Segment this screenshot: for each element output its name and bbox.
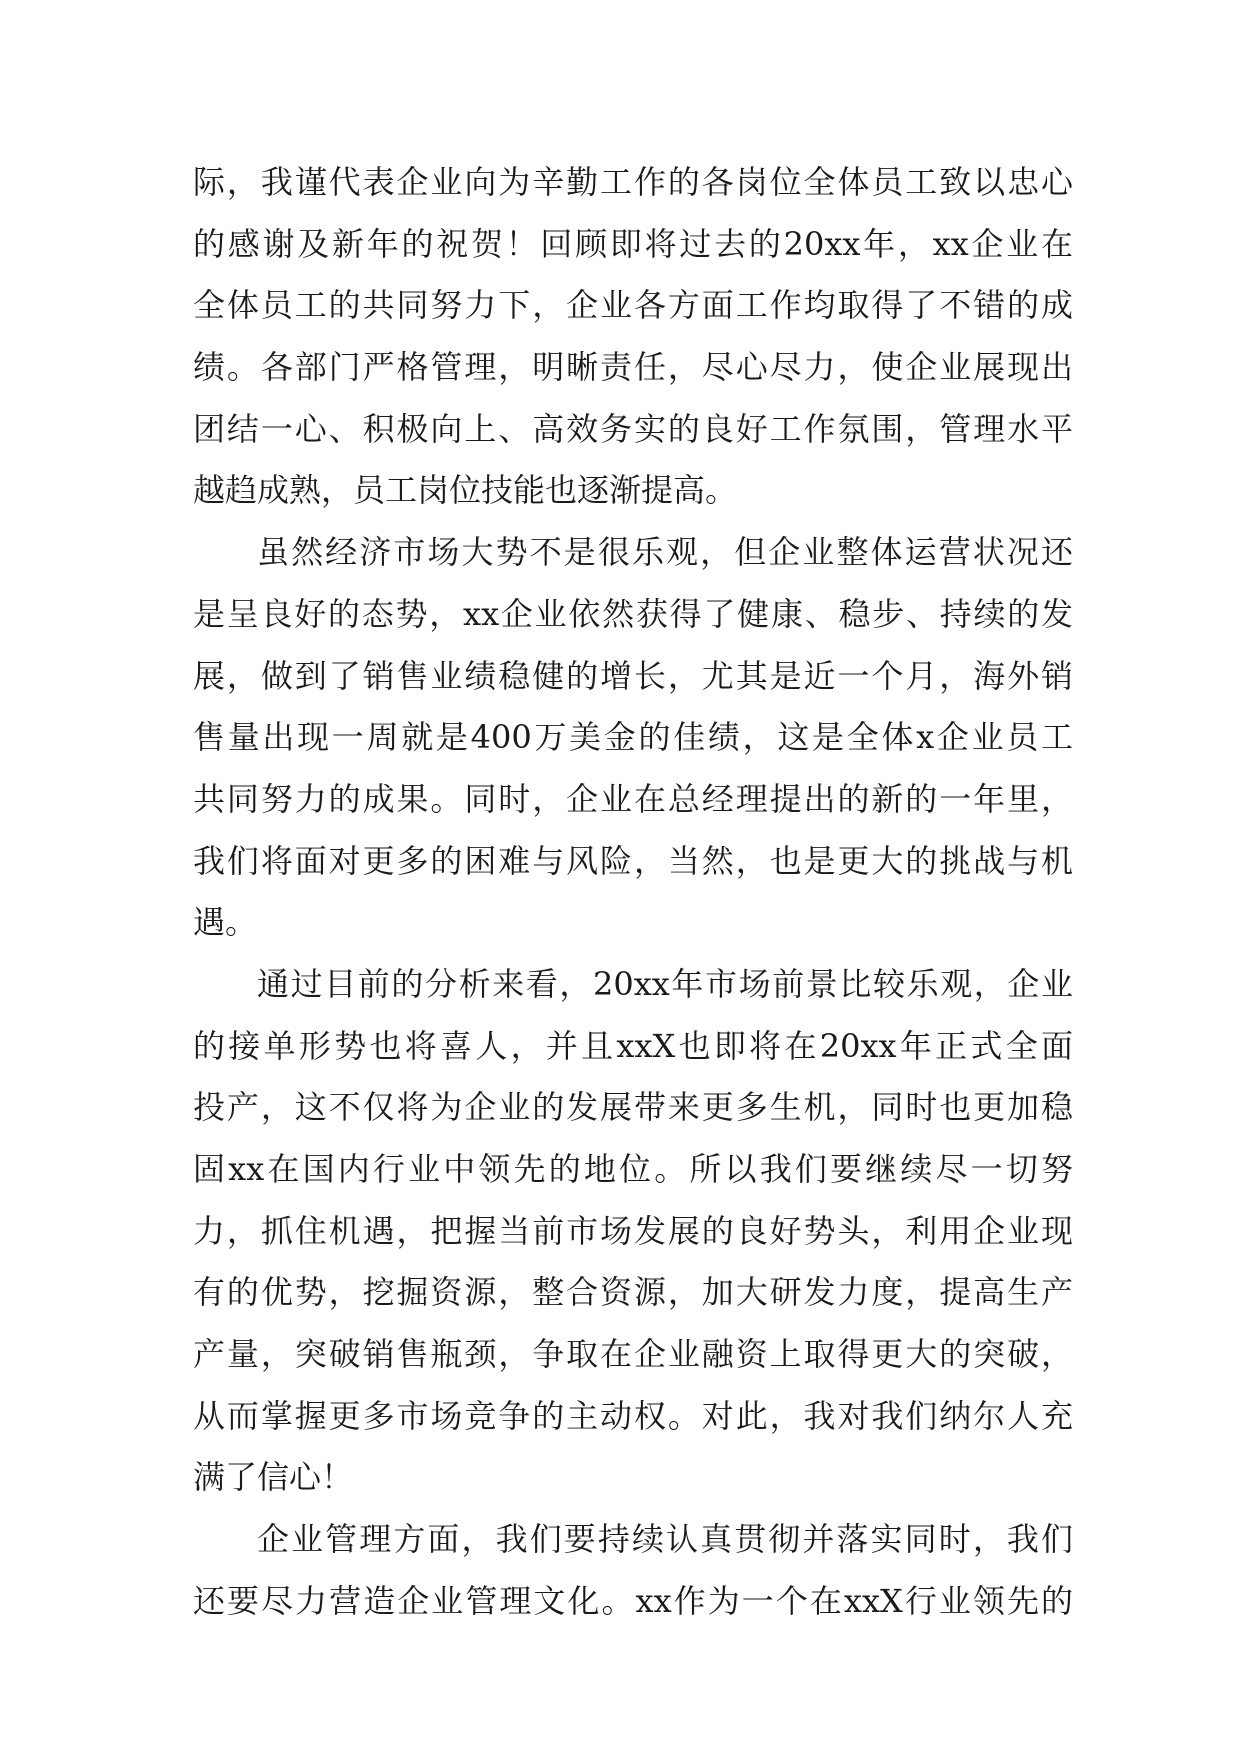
paragraph-3-line: 固xx在国内行业中领先的地位。所以我们要继续尽一切努: [193, 1150, 1073, 1188]
paragraph-3-line: 产量，突破销售瓶颈，争取在企业融资上取得更大的突破，: [193, 1335, 1073, 1374]
paragraph-2-line: 虽然经济市场大势不是很乐观，但企业整体运营状况还: [257, 533, 1073, 572]
paragraph-4-line: 企业管理方面，我们要持续认真贯彻并落实同时，我们: [257, 1520, 1073, 1559]
paragraph-2-line: 遇。: [193, 903, 258, 942]
paragraph-1-line: 全体员工的共同努力下，企业各方面工作均取得了不错的成: [193, 286, 1073, 325]
paragraph-1-line: 绩。各部门严格管理，明晰责任，尽心尽力，使企业展现出: [193, 348, 1073, 387]
paragraph-1-line: 越趋成熟，员工岗位技能也逐渐提高。: [193, 471, 738, 510]
paragraph-3-line: 从而掌握更多市场竞争的主动权。对此，我对我们纳尔人充: [193, 1396, 1073, 1435]
paragraph-3-line: 满了信心！: [193, 1458, 354, 1497]
paragraph-3-line: 投产，这不仅将为企业的发展带来更多生机，同时也更加稳: [193, 1088, 1073, 1127]
paragraph-2-line: 是呈良好的态势，xx企业依然获得了健康、稳步、持续的发: [193, 594, 1073, 633]
paragraph-1-line: 的感谢及新年的祝贺！回顾即将过去的20xx年，xx企业在: [193, 224, 1073, 263]
paragraph-1-line: 团结一心、积极向上、高效务实的良好工作氛围，管理水平: [193, 409, 1073, 448]
paragraph-3-line: 力，抓住机遇，把握当前市场发展的良好势头，利用企业现: [193, 1211, 1073, 1250]
body-text: [193, 152, 1073, 1633]
paragraph-2-line: 售量出现一周就是400万美金的佳绩，这是全体x企业员工: [193, 718, 1073, 757]
paragraph-4-line: 还要尽力营造企业管理文化。xx作为一个在xxX行业领先的: [193, 1581, 1073, 1620]
paragraph-3-line: 的接单形势也将喜人，并且xxX也即将在20xx年正式全面: [193, 1026, 1073, 1065]
paragraph-2-line: 展，做到了销售业绩稳健的增长，尤其是近一个月，海外销: [193, 656, 1073, 695]
paragraph-2-line: 共同努力的成果。同时，企业在总经理提出的新的一年里，: [193, 779, 1073, 818]
paragraph-1-line: 际，我谨代表企业向为辛勤工作的各岗位全体员工致以忠心: [193, 163, 1073, 201]
paragraph-3-line: 通过目前的分析来看，20xx年市场前景比较乐观，企业: [257, 964, 1073, 1003]
paragraph-2-line: 我们将面对更多的困难与风险，当然，也是更大的挑战与机: [193, 841, 1073, 880]
paragraph-3-line: 有的优势，挖掘资源，整合资源，加大研发力度，提高生产: [193, 1273, 1073, 1312]
